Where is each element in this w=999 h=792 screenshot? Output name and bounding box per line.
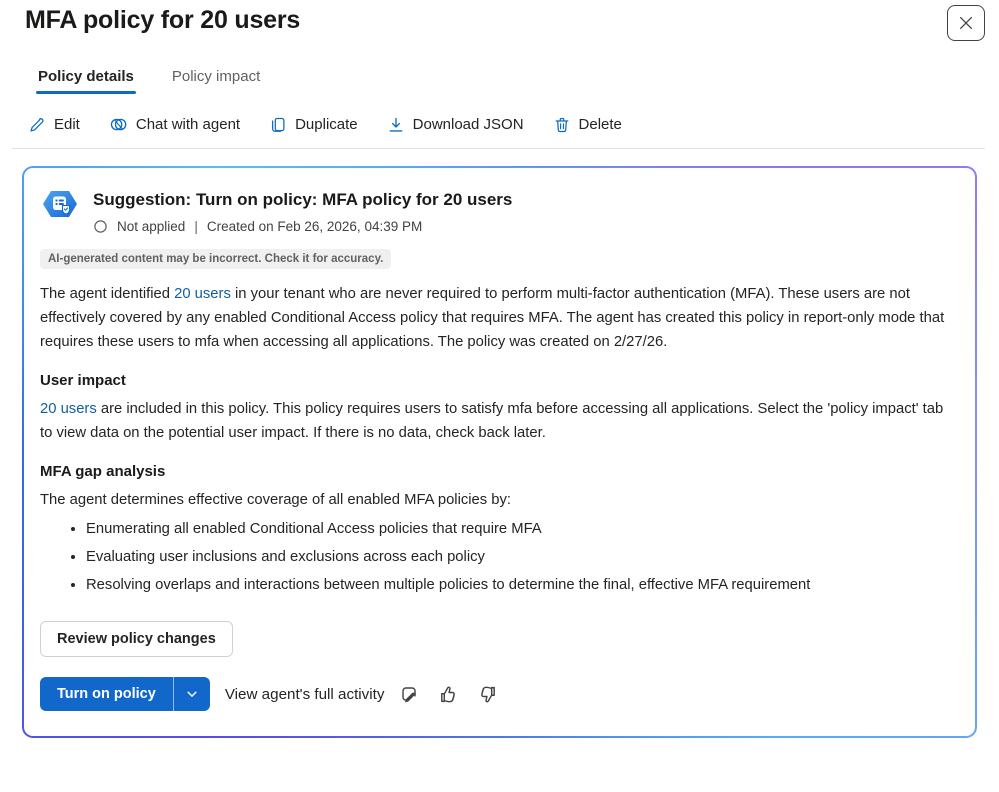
edit-button[interactable]	[28, 116, 80, 134]
view-agent-activity-link[interactable]: View agent's full activity	[224, 685, 385, 703]
trash-icon	[553, 116, 571, 134]
user-impact-text: are included in this policy. This policy requires users to satisfy mfa before accessing all applications. Select the 'policy impact' tab to view data on the potential user impact. If there is no data, check back later.	[40, 401, 944, 441]
pencil-icon	[28, 116, 46, 134]
delete-label: Delete	[578, 116, 622, 133]
delete-button[interactable]	[553, 116, 622, 134]
toolbar-divider	[12, 148, 985, 149]
chat-with-agent-label: Chat with agent	[135, 116, 241, 133]
created-timestamp: Created on Feb 26, 2026, 04:39 PM	[206, 219, 423, 234]
thumbs-down-icon[interactable]	[477, 684, 498, 705]
card-footer	[40, 677, 958, 711]
policy-suggestion-icon	[40, 184, 80, 234]
page-title: MFA policy for 20 users	[25, 6, 301, 34]
turn-on-policy-split-button	[40, 677, 210, 711]
intro-text-before: The agent identified	[40, 286, 175, 302]
tab-policy-impact[interactable]: Policy impact	[171, 68, 261, 85]
tab-bar	[36, 68, 999, 94]
duplicate-button[interactable]	[269, 116, 358, 134]
status-circle-icon	[93, 219, 108, 234]
download-json-label: Download JSON	[412, 116, 524, 133]
suggestion-card-gradient-border	[22, 166, 977, 738]
meta-separator: |	[194, 219, 198, 234]
copy-icon	[269, 116, 287, 134]
review-policy-changes-button[interactable]: Review policy changes	[40, 621, 233, 657]
duplicate-label: Duplicate	[295, 116, 358, 133]
chat-with-agent-button[interactable]	[109, 115, 240, 134]
edit-label: Edit	[54, 116, 80, 133]
intro-users-link[interactable]: 20 users	[174, 286, 231, 302]
list-item: • Enumerating all enabled Conditional Access policies that require MFA	[86, 518, 958, 540]
feedback-icons	[399, 684, 498, 705]
card-header-text	[93, 184, 512, 234]
download-json-button[interactable]	[387, 116, 524, 134]
tab-policy-details[interactable]: Policy details	[36, 68, 136, 94]
command-bar	[28, 115, 999, 134]
list-item: • Evaluating user inclusions and exclusions across each policy	[86, 546, 958, 568]
card-header	[40, 184, 958, 234]
edit-feedback-icon[interactable]	[399, 684, 420, 705]
list-item: • Resolving overlaps and interactions between multiple policies to determine the final, effective MFA requirement	[86, 574, 958, 596]
copilot-icon	[109, 115, 128, 134]
suggestion-title: Suggestion: Turn on policy: MFA policy for 20 users	[93, 190, 513, 209]
status-row	[93, 219, 512, 234]
close-button[interactable]	[947, 5, 985, 41]
gap-analysis-intro: The agent determines effective coverage of all enabled MFA policies by:	[40, 492, 512, 508]
suggestion-card	[24, 168, 975, 736]
thumbs-up-icon[interactable]	[438, 684, 459, 705]
user-impact-paragraph	[40, 397, 958, 445]
turn-on-policy-dropdown-button[interactable]	[173, 677, 210, 711]
close-icon	[957, 14, 975, 32]
gap-analysis-list	[40, 518, 958, 596]
gap-analysis-heading: MFA gap analysis	[40, 463, 166, 480]
chevron-down-icon	[184, 686, 200, 702]
download-icon	[387, 116, 405, 134]
turn-on-policy-button[interactable]: Turn on policy	[40, 677, 173, 711]
user-impact-users-link[interactable]: 20 users	[40, 401, 97, 417]
status-badge: Not applied	[117, 219, 186, 234]
intro-paragraph	[40, 282, 958, 354]
panel-header	[0, 0, 999, 41]
user-impact-heading: User impact	[40, 372, 126, 389]
ai-disclaimer-badge: AI-generated content may be incorrect. Check it for accuracy.	[40, 249, 391, 269]
intro-text-after: in your tenant who are never required to perform multi-factor authentication (MFA). These users are not effectively covered by any enabled Conditional Access policy that requires MFA. The agent has created this policy in report-only mode that requires these users to mfa when accessing all applications. The policy was created on 2/27/26.	[40, 286, 945, 350]
